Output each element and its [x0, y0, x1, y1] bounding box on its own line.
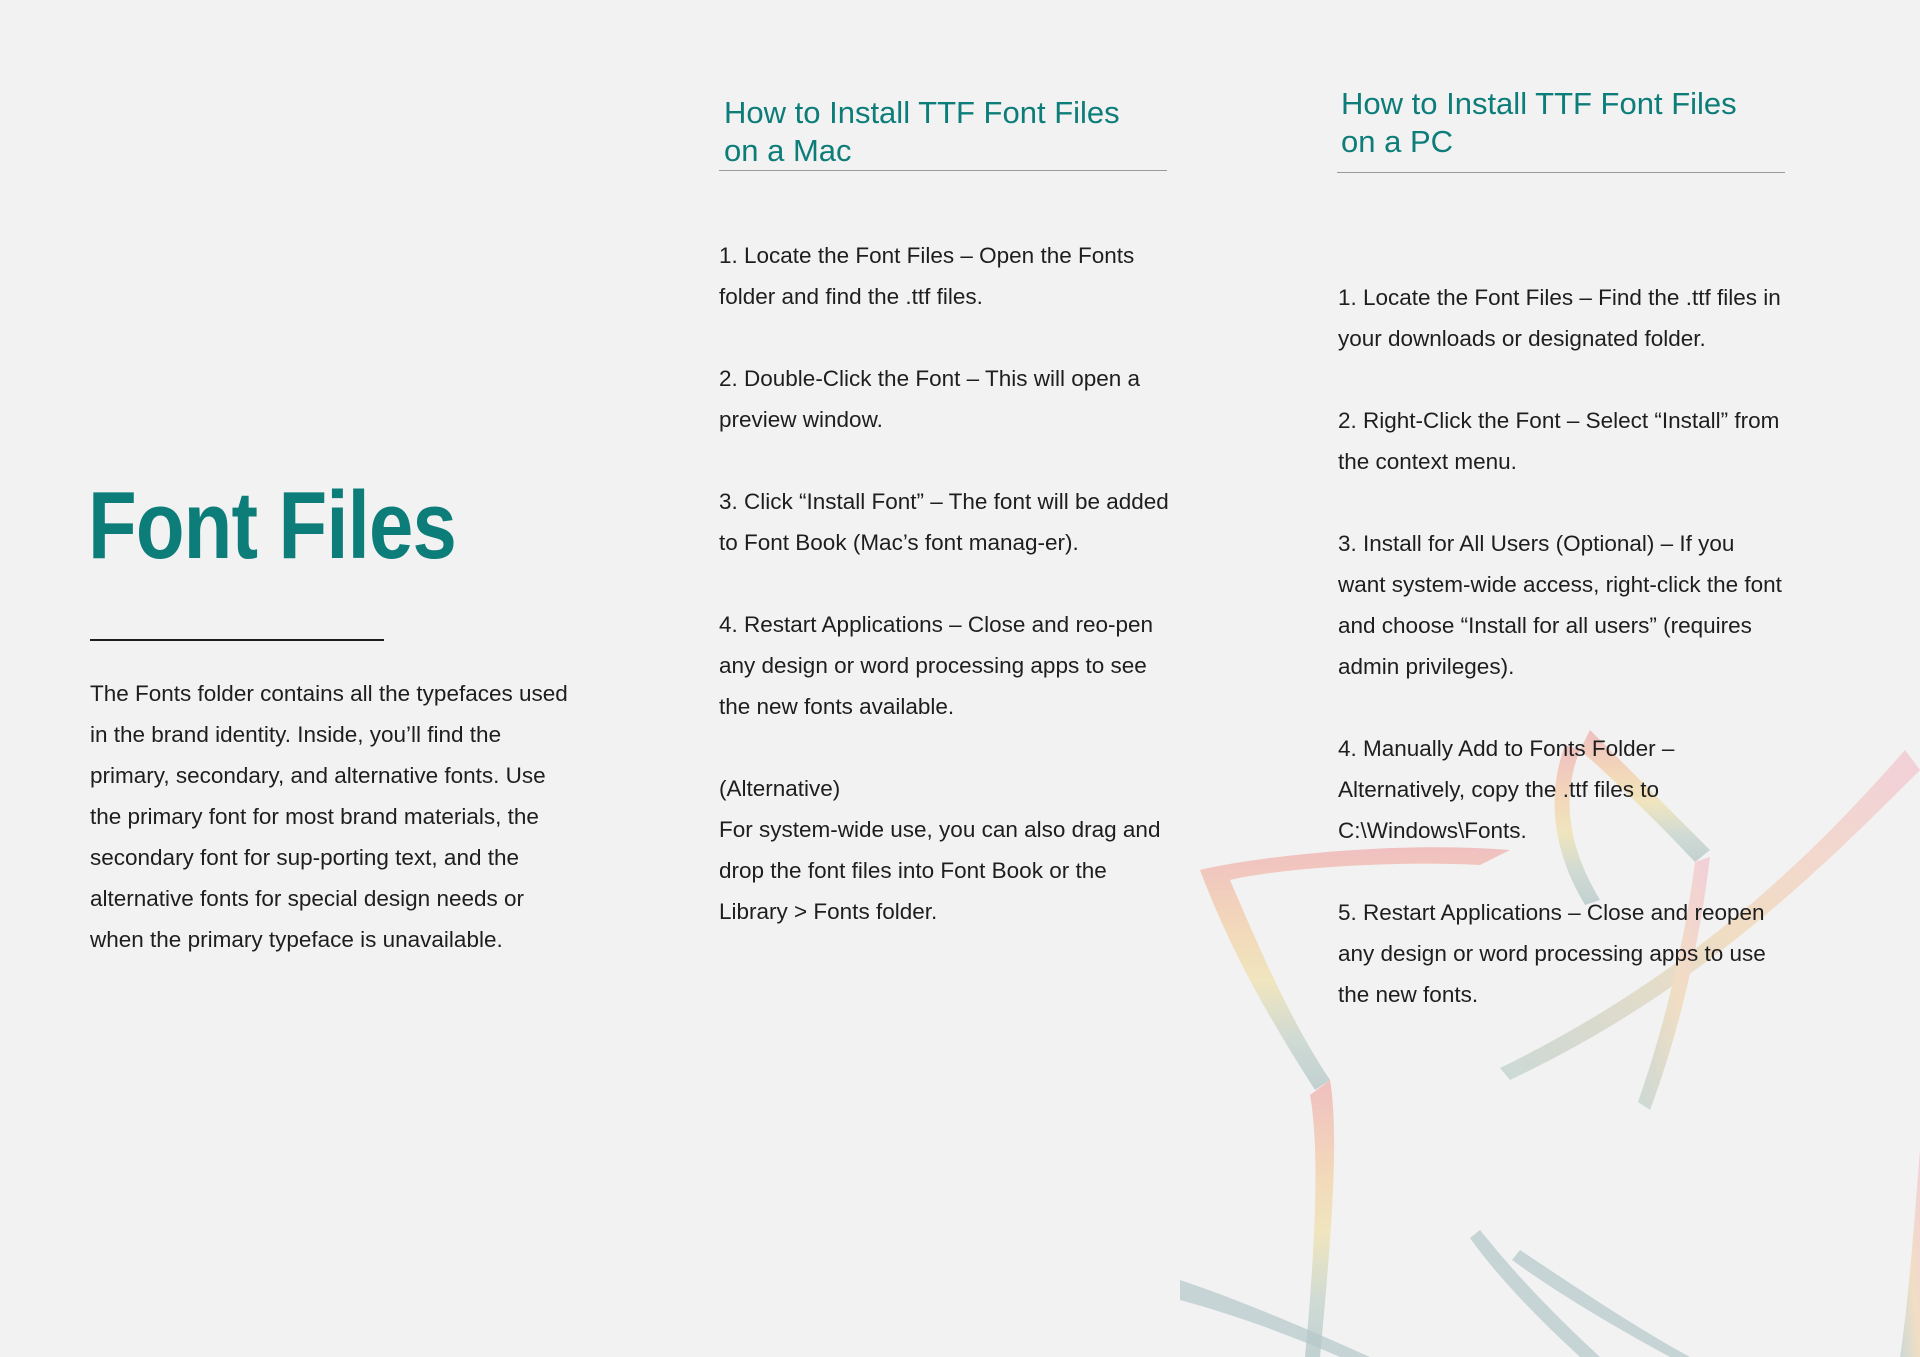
mac-step-3: 3. Click “Install Font” – The font will be added to Font Book (Mac’s font manag-er). — [719, 489, 1169, 555]
mac-steps-list — [719, 235, 1169, 973]
pc-section-heading — [1341, 85, 1771, 161]
pc-step-1: 1. Locate the Font Files – Find the .ttf files in your downloads or designated folder. — [1338, 285, 1781, 351]
mac-step-4: 4. Restart Applications – Close and reo-pen any design or word processing apps to see the new fonts available. — [719, 612, 1154, 719]
mac-section-heading — [724, 94, 1154, 170]
mac-heading-line-2: on a Mac — [724, 133, 852, 168]
page-title: Font Files — [88, 472, 456, 579]
title-underline — [90, 639, 384, 641]
pc-heading-line-1: How to Install TTF Font Files — [1341, 86, 1737, 121]
mac-heading-line-1: How to Install TTF Font Files — [724, 95, 1120, 130]
mac-alternative-text: For system-wide use, you can also drag and drop the font files into Font Book or the Library > Fonts folder. — [719, 817, 1161, 924]
pc-steps-list — [1338, 277, 1788, 1056]
intro-paragraph: The Fonts folder contains all the typefaces used in the brand identity. Inside, you’ll find the primary, secondary, and alternative fonts. Use the primary font for most brand materials, the secondary font for sup-porting text, and the alternative fonts for special design needs or when the primary typeface is unavailable. — [90, 681, 568, 952]
pc-heading-rule — [1337, 172, 1785, 173]
mac-step-1: 1. Locate the Font Files – Open the Fonts folder and find the .ttf files. — [719, 243, 1135, 309]
pc-step-2: 2. Right-Click the Font – Select “Install” from the context menu. — [1338, 408, 1780, 474]
mac-step-2: 2. Double-Click the Font – This will open a preview window. — [719, 366, 1141, 432]
mac-heading-rule — [719, 170, 1167, 171]
pc-heading-line-2: on a PC — [1341, 124, 1454, 159]
pc-step-4: 4. Manually Add to Fonts Folder – Alternatively, copy the .ttf files to C:\Windows\Fonts. — [1338, 736, 1675, 843]
pc-step-3: 3. Install for All Users (Optional) – If you want system-wide access, right-click the font and choose “Install for all users” (requires admin privileges). — [1338, 531, 1782, 679]
pc-step-5: 5. Restart Applications – Close and reopen any design or word processing apps to use the new fonts. — [1338, 900, 1766, 1007]
mac-alternative-label: (Alternative) — [719, 776, 841, 801]
